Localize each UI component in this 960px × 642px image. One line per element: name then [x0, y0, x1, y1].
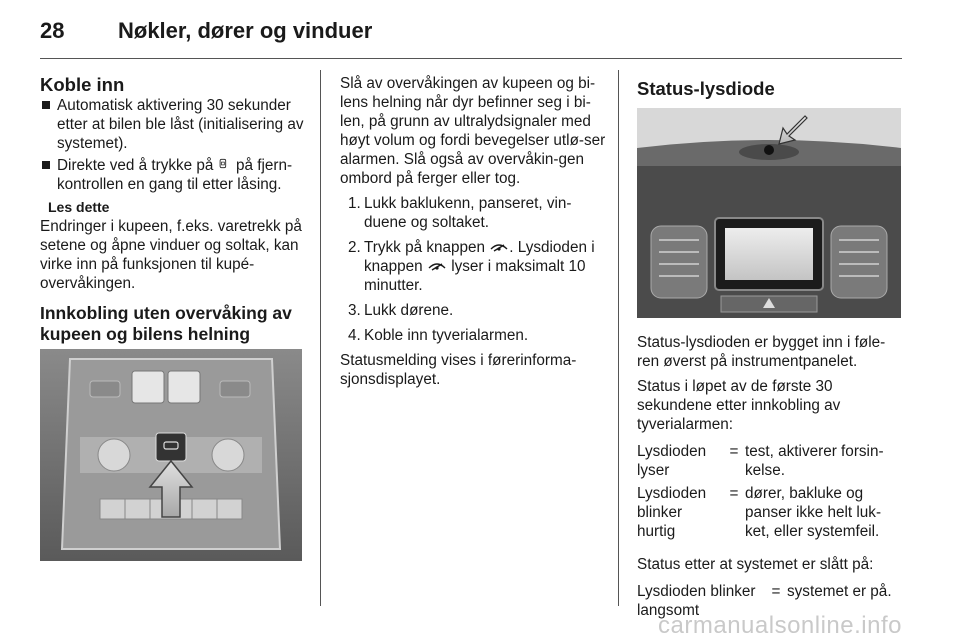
note-body: Endringer i kupeen, f.eks. varetrekk på setene og åpne vinduer og soltak, kan virke inn på funksjonen til kupé-overvåkingen. [40, 218, 302, 292]
definition-row: Lysdioden lyser = test, aktiverer forsin-kelse. [637, 443, 884, 479]
outro-paragraph: Statusmelding vises i førerinforma-sjonsdisplayet. [340, 352, 577, 388]
section-heading-innkobling: Innkobling uten overvåking av kupeen og bilens helning [40, 303, 292, 344]
column-3 [637, 74, 903, 100]
note-box [40, 198, 305, 293]
step-item: 1. Lukk baklukenn, panseret, vin-duene og soltaket. [348, 195, 572, 231]
led-caption: Status-lysdioden er bygget inn i føle-ren øverst på instrumentpanelet. [637, 334, 886, 370]
status-intro: Status i løpet av de første 30 sekundene etter innkobling av tyverialarmen: [637, 378, 841, 433]
note-title: Les dette [48, 199, 110, 215]
column-1 [40, 74, 305, 346]
dashboard-sensor-illustration [637, 108, 901, 318]
step-item: 4. Koble inn tyverialarmen. [348, 327, 529, 344]
header-rule [40, 58, 902, 59]
alarm-sensor-icon [427, 260, 447, 272]
overhead-console-illustration [40, 349, 302, 561]
definition-row: Lysdioden blinker langsomt = systemet er på. [637, 583, 892, 619]
bullet-item: Automatisk aktivering 30 sekunder etter at bilen ble låst (initialisering av systemet). [40, 96, 305, 153]
status-after-intro: Status etter at systemet er slått på: [637, 556, 874, 573]
bullet-item: Direkte ved å trykke på på fjern-kontrollen en gang til etter låsing. [40, 156, 305, 194]
step-item: 3. Lukk dørene. [348, 302, 454, 319]
column-divider-1 [320, 70, 321, 606]
watermark: carmanualsonline.info [658, 612, 902, 639]
section-heading-koble-inn: Koble inn [40, 74, 125, 95]
page-title: Nøkler, dører og vinduer [118, 18, 373, 43]
console-drawing [40, 349, 302, 561]
alarm-sensor-icon [489, 241, 509, 253]
column-2 [340, 74, 610, 389]
section-heading-status-led: Status-lysdiode [637, 78, 775, 99]
page-header [40, 18, 920, 50]
dashboard-drawing [637, 108, 901, 318]
step-item: 2. Trykk på knappen . Lysdioden i knappen lyser i maksimalt 10 minutter. [348, 239, 595, 294]
bullet-square-icon [42, 101, 50, 109]
page-number: 28 [40, 18, 65, 43]
intro-paragraph: Slå av overvåkingen av kupeen og bi-lens helning når dyr befinner seg i bi-len, på grunn av ultralydsignaler med høyt volum og fordi bevegelser utlø-ser alarmen. Slå også av overvåkin-gen ombord på ferger eller tog. [340, 75, 606, 187]
lock-button-icon [218, 156, 232, 171]
column-3-lower [637, 333, 903, 624]
definition-row: Lysdioden blinker hurtig = dører, bakluke og panser ikke helt luk-ket, eller systemfeil. [637, 485, 882, 540]
status-definitions [637, 442, 903, 541]
column-divider-2 [618, 70, 619, 606]
bullet-square-icon [42, 161, 50, 169]
